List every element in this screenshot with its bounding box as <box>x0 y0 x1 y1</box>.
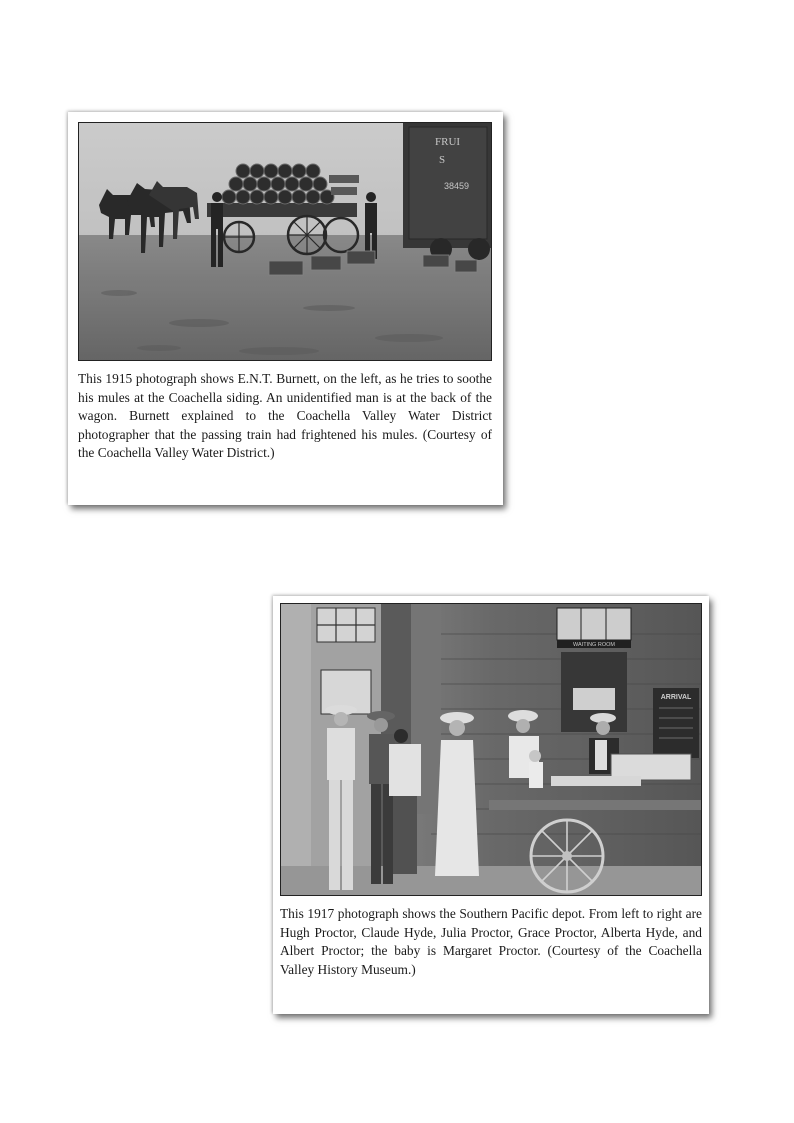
caption-figure-2: This 1917 photograph shows the Southern Pacific depot. From left to right are Hugh Proctor, Claude Hyde, Julia Proctor, Grace Proctor, Alberta Hyde, and Albert Proctor; the baby is Margaret Proctor. (Courtesy of the Coachella Valley History Museum.) <box>280 906 702 977</box>
sign-waiting-room: WAITING ROOM <box>573 642 615 648</box>
boxcar-text-s: S <box>439 154 446 166</box>
figure-2 <box>273 596 709 1014</box>
figure-1 <box>68 112 503 505</box>
boxcar-number: 38459 <box>444 181 470 191</box>
photo-depot-image <box>281 604 701 895</box>
photo-depot <box>280 603 702 896</box>
caption-figure-1: This 1915 photograph shows E.N.T. Burnett, on the left, as he tries to soothe his mules at the Coachella siding. An unidentified man is at the back of the wagon. Burnett explained to the Coachella Valley Water District photographer that the passing train had frightened his mules. (Courtesy of the Coachella Valley Water District.) <box>78 371 492 461</box>
photo-mules-wagon-image <box>79 123 491 360</box>
sign-arrival: ARRIVAL <box>660 694 692 701</box>
photo-mules-wagon <box>78 122 492 361</box>
boxcar-text-fruit: FRUI <box>435 136 461 148</box>
